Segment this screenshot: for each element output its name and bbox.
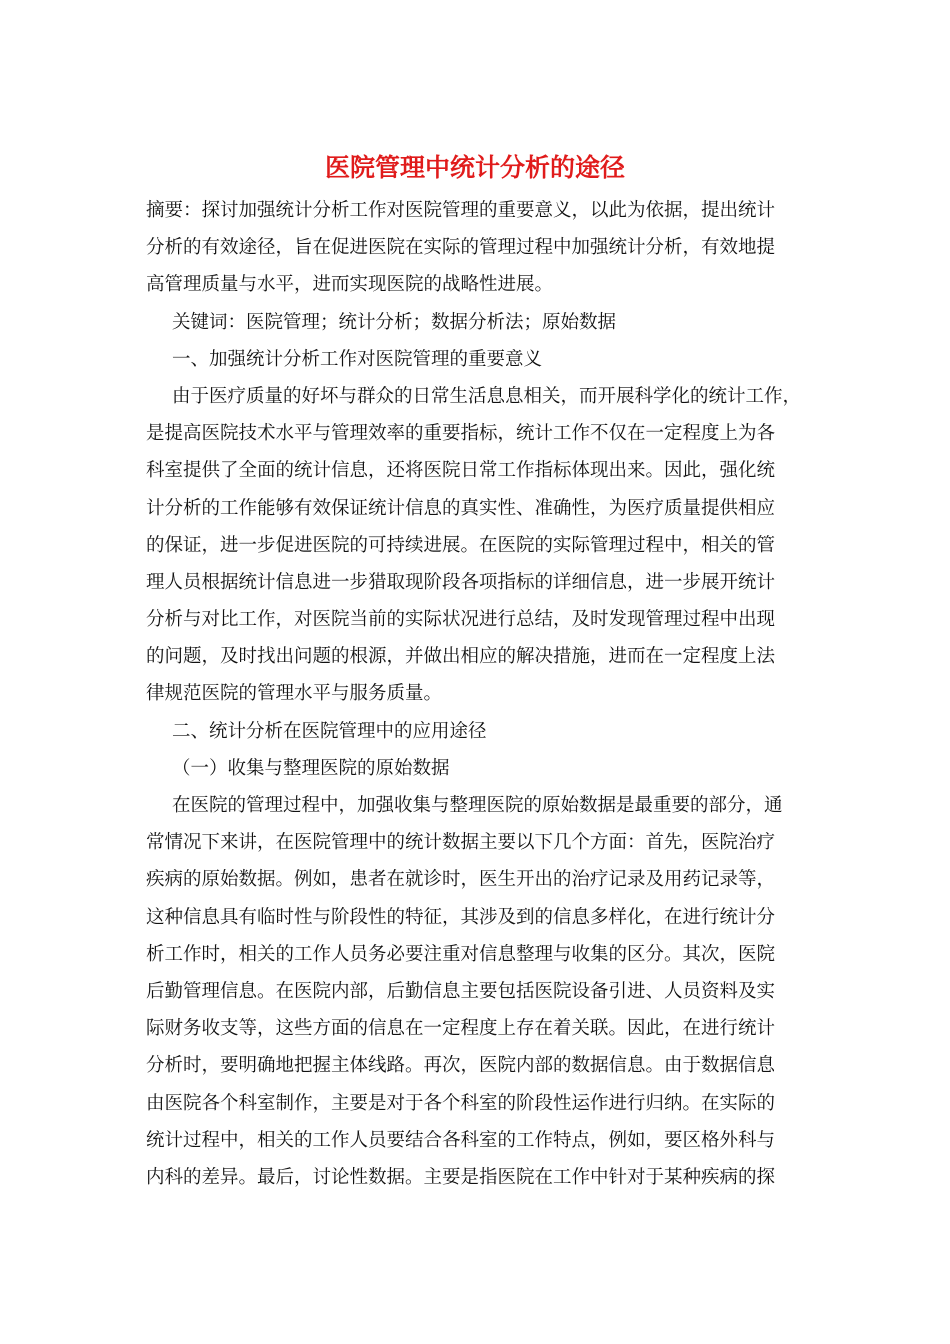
text-line: 际财务收支等，这些方面的信息在一定程度上存在着关联。因此，在进行统计 <box>146 1018 776 1040</box>
text-line: 析工作时，相关的工作人员务必要注重对信息整理与收集的区分。其次，医院 <box>146 943 776 965</box>
text-line: 二、统计分析在医院管理中的应用途径 <box>172 720 487 742</box>
text-line: （一）收集与整理医院的原始数据 <box>172 757 450 779</box>
text-line: 律规范医院的管理水平与服务质量。 <box>146 683 443 705</box>
text-line: 一、加强统计分析工作对医院管理的重要意义 <box>172 348 543 370</box>
text-line: 内科的差异。最后，讨论性数据。主要是指医院在工作中针对于某种疾病的探 <box>146 1166 776 1188</box>
text-line: 疾病的原始数据。例如，患者在就诊时，医生开出的治疗记录及用药记录等， <box>146 869 776 891</box>
text-line: 常情况下来讲，在医院管理中的统计数据主要以下几个方面：首先，医院治疗 <box>146 832 776 854</box>
text-line: 是提高医院技术水平与管理效率的重要指标，统计工作不仅在一定程度上为各 <box>146 423 776 445</box>
text-line: 在医院的管理过程中，加强收集与整理医院的原始数据是最重要的部分，通 <box>172 795 783 816</box>
text-line: 计分析的工作能够有效保证统计信息的真实性、准确性，为医疗质量提供相应 <box>146 497 776 519</box>
document-title: 医院管理中统计分析的途径 <box>324 153 625 182</box>
text-line: 后勤管理信息。在医院内部，后勤信息主要包括医院设备引进、人员资料及实 <box>146 980 776 1002</box>
text-line: 分析与对比工作，对医院当前的实际状况进行总结，及时发现管理过程中出现 <box>146 609 776 631</box>
text-line: 科室提供了全面的统计信息，还将医院日常工作指标体现出来。因此，强化统 <box>146 460 776 482</box>
text-line: 分析时，要明确地把握主体线路。再次，医院内部的数据信息。由于数据信息 <box>146 1055 776 1077</box>
text-line: 摘要：探讨加强统计分析工作对医院管理的重要意义，以此为依据，提出统计 <box>146 200 776 221</box>
text-line: 高管理质量与水平，进而实现医院的战略性进展。 <box>146 274 554 296</box>
text-line: 的保证，进一步促进医院的可持续进展。在医院的实际管理过程中，相关的管 <box>146 534 776 556</box>
text-line: 由医院各个科室制作，主要是对于各个科室的阶段性运作进行归纳。在实际的 <box>146 1092 776 1114</box>
text-line: 理人员根据统计信息进一步猎取现阶段各项指标的详细信息，进一步展开统计 <box>146 571 776 593</box>
text-line: 统计过程中，相关的工作人员要结合各科室的工作特点，例如，要区格外科与 <box>146 1129 776 1151</box>
document-body <box>146 192 814 1196</box>
text-line: 这种信息具有临时性与阶段性的特征，其涉及到的信息多样化，在进行统计分 <box>146 906 776 928</box>
text-line: 由于医疗质量的好坏与群众的日常生活息息相关，而开展科学化的统计工作， <box>172 385 802 407</box>
text-line: 分析的有效途径，旨在促进医院在实际的管理过程中加强统计分析，有效地提 <box>146 237 776 259</box>
text-line: 关键词：医院管理；统计分析；数据分析法；原始数据 <box>172 311 617 333</box>
text-line: 的问题，及时找出问题的根源，并做出相应的解决措施，进而在一定程度上法 <box>146 646 776 668</box>
